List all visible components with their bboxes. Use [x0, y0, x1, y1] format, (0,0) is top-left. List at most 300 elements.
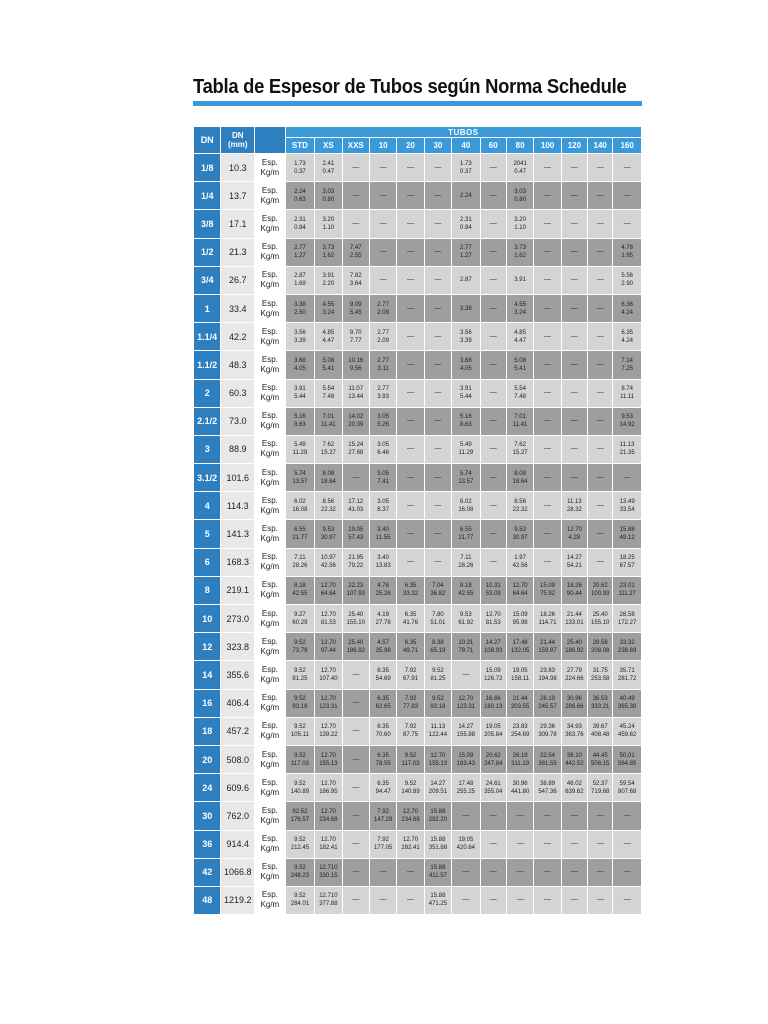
- value-cell: [452, 492, 480, 520]
- value-cell: [315, 379, 342, 407]
- thickness-value: 2.87: [294, 273, 306, 280]
- value-cell: [424, 576, 451, 604]
- value-cell: [342, 492, 369, 520]
- weight-value: 255.25: [456, 788, 476, 795]
- weight-value: 95.98: [512, 619, 528, 626]
- empty-cell: —: [480, 294, 506, 322]
- table-row: [194, 858, 642, 886]
- value-cell: [342, 407, 369, 435]
- weight-value: 186.95: [319, 788, 338, 795]
- weight-value: 7.77: [349, 337, 362, 344]
- weight-value: 224.66: [565, 675, 584, 682]
- mm-cell: 457.2: [221, 717, 255, 745]
- thickness-value: 9.70: [349, 329, 362, 336]
- weight-value: 51.01: [430, 619, 446, 626]
- thickness-value: 7.82: [349, 273, 362, 280]
- table-row: [194, 802, 642, 830]
- weight-value: 5.41: [514, 365, 526, 372]
- weight-value: 284.01: [290, 901, 310, 908]
- value-cell: [452, 745, 480, 773]
- mm-cell: 355.6: [221, 661, 255, 689]
- value-cell: [613, 633, 642, 661]
- empty-cell: —: [342, 830, 369, 858]
- empty-cell: —: [613, 210, 642, 238]
- thickness-value: 25.40: [348, 639, 364, 646]
- dn-cell: 20: [194, 745, 221, 773]
- empty-cell: —: [534, 294, 561, 322]
- weight-value: 212.45: [290, 845, 310, 852]
- weight-value: 97.44: [320, 647, 336, 654]
- value-cell: [315, 717, 342, 745]
- value-cell: [285, 154, 315, 182]
- value-cell: [452, 407, 480, 435]
- weight-value: 248.23: [290, 873, 310, 880]
- empty-cell: —: [397, 210, 424, 238]
- value-cell: [506, 323, 533, 351]
- header-dn: DN: [194, 127, 221, 154]
- value-cell: [613, 238, 642, 266]
- thickness-value: 6.35: [404, 583, 417, 590]
- value-cell: [613, 407, 642, 435]
- weight-value: 253.58: [591, 675, 610, 682]
- thickness-value: 3.73: [514, 245, 526, 252]
- thickness-value: 7.11: [460, 555, 472, 562]
- value-cell: [397, 802, 424, 830]
- header-dn-mm: DN (mm): [221, 127, 255, 154]
- empty-cell: —: [561, 294, 587, 322]
- weight-value: 54.21: [566, 563, 582, 570]
- thickness-value: 17.12: [348, 498, 364, 505]
- table-row: [194, 492, 642, 520]
- value-cell: [369, 605, 396, 633]
- mm-cell: 219.1: [221, 576, 255, 604]
- thickness-value: 9.52: [432, 667, 444, 674]
- thickness-value: 6.02: [294, 498, 306, 505]
- empty-cell: —: [588, 210, 613, 238]
- row-label: Esp.: [261, 749, 278, 759]
- thickness-value: 11.13: [619, 442, 635, 449]
- mm-cell: 26.7: [221, 266, 255, 294]
- value-cell: [315, 266, 342, 294]
- thickness-value: 22.23: [348, 583, 364, 590]
- value-cell: [285, 379, 315, 407]
- value-cell: [315, 633, 342, 661]
- empty-cell: —: [561, 407, 587, 435]
- weight-value: 140.89: [290, 788, 310, 795]
- thickness-value: 15.09: [458, 752, 474, 759]
- dn-cell: 2: [194, 379, 221, 407]
- weight-value: 22.32: [512, 506, 528, 513]
- mm-cell: 609.6: [221, 774, 255, 802]
- thickness-value: 15.88: [430, 865, 446, 872]
- row-label: Esp.: [261, 298, 278, 308]
- thickness-value: 2.77: [377, 386, 389, 393]
- weight-value: 238.69: [617, 647, 637, 654]
- thickness-value: 30.96: [566, 696, 582, 703]
- table-row: [194, 689, 642, 717]
- value-cell: [480, 717, 506, 745]
- thickness-value: 12.70: [403, 837, 419, 844]
- weight-value: 2.09: [377, 337, 389, 344]
- weight-value: 22.32: [320, 506, 336, 513]
- value-cell: [506, 351, 533, 379]
- value-cell: [506, 520, 533, 548]
- value-cell: [369, 435, 396, 463]
- value-cell: [424, 858, 451, 886]
- dn-cell: 3/4: [194, 266, 221, 294]
- value-cell: [424, 661, 451, 689]
- thickness-value: 35.71: [619, 667, 635, 674]
- thickness-value: 31.75: [592, 667, 608, 674]
- weight-value: 81.25: [430, 675, 446, 682]
- weight-value: 107.93: [346, 591, 365, 598]
- value-cell: [285, 605, 315, 633]
- row-label: Esp.: [261, 552, 278, 562]
- empty-cell: —: [342, 689, 369, 717]
- value-cell: [561, 661, 587, 689]
- row-label: Esp.: [261, 439, 278, 449]
- value-cell: [424, 689, 451, 717]
- value-cell: [480, 774, 506, 802]
- empty-cell: —: [588, 323, 613, 351]
- weight-value: 245.57: [538, 704, 557, 711]
- empty-cell: —: [424, 520, 451, 548]
- empty-cell: —: [588, 802, 613, 830]
- weight-value: 42.55: [458, 591, 474, 598]
- empty-cell: —: [534, 886, 561, 914]
- table-row: [194, 548, 642, 576]
- weight-value: 719.68: [591, 788, 610, 795]
- thickness-value: 4.78: [377, 583, 389, 590]
- weight-value: 30.97: [320, 535, 336, 542]
- schedule-table: [193, 126, 642, 915]
- weight-value: 1.69: [294, 281, 306, 288]
- thickness-value: 14.27: [485, 639, 501, 646]
- weight-value: 247.84: [484, 760, 503, 767]
- thickness-value: 18.25: [619, 555, 635, 562]
- value-cell: [613, 689, 642, 717]
- thickness-value: 15.09: [540, 583, 556, 590]
- empty-cell: —: [480, 407, 506, 435]
- weight-value: 209.51: [428, 788, 448, 795]
- thickness-value: 2.31: [294, 216, 306, 223]
- thickness-value: 11.13: [567, 498, 582, 505]
- row-label: Esp.: [261, 608, 278, 618]
- thickness-value: 34.93: [566, 724, 582, 731]
- value-cell: [588, 576, 613, 604]
- empty-cell: —: [588, 886, 613, 914]
- value-cell: [480, 633, 506, 661]
- weight-value: 27.68: [348, 450, 364, 457]
- row-label-cell: [255, 492, 286, 520]
- value-cell: [369, 407, 396, 435]
- empty-cell: —: [588, 294, 613, 322]
- row-label: Esp.: [261, 664, 278, 674]
- value-cell: [480, 661, 506, 689]
- value-cell: [285, 830, 315, 858]
- empty-cell: —: [424, 266, 451, 294]
- thickness-value: 7.62: [322, 442, 335, 449]
- empty-cell: —: [561, 238, 587, 266]
- thickness-value: 15.88: [430, 837, 446, 844]
- weight-value: 35.98: [375, 647, 391, 654]
- value-cell: [561, 633, 587, 661]
- value-cell: [424, 745, 451, 773]
- table-row: [194, 661, 642, 689]
- weight-value: 77.83: [403, 704, 419, 711]
- empty-cell: —: [588, 154, 613, 182]
- weight-value: 79.71: [458, 647, 474, 654]
- empty-cell: —: [613, 154, 642, 182]
- empty-cell: —: [588, 351, 613, 379]
- value-cell: [452, 689, 480, 717]
- row-label: Esp.: [261, 354, 278, 364]
- value-cell: [315, 294, 342, 322]
- value-cell: [424, 830, 451, 858]
- empty-cell: —: [534, 802, 561, 830]
- thickness-value: 12.70: [320, 808, 336, 815]
- weight-value: 2.09: [377, 309, 389, 316]
- weight-value: 155.13: [428, 760, 448, 767]
- thickness-value: 15.88: [430, 893, 446, 900]
- weight-value: 1.95: [621, 253, 634, 260]
- weight-value: 132.05: [510, 647, 530, 654]
- value-cell: [285, 294, 315, 322]
- empty-cell: —: [534, 830, 561, 858]
- empty-cell: —: [480, 323, 506, 351]
- row-label: Kg/m: [260, 308, 280, 318]
- thickness-value: 9.52: [294, 752, 306, 759]
- dn-cell: 1.1/4: [194, 323, 221, 351]
- value-cell: [315, 492, 342, 520]
- thickness-value: 4.55: [322, 301, 335, 308]
- value-cell: [342, 520, 369, 548]
- weight-value: 2.20: [322, 281, 335, 288]
- thickness-value: 6.36: [621, 301, 634, 308]
- dn-cell: 1: [194, 294, 221, 322]
- row-label: Kg/m: [260, 872, 280, 882]
- value-cell: [315, 407, 342, 435]
- empty-cell: —: [424, 210, 451, 238]
- weight-value: 333.21: [591, 704, 610, 711]
- empty-cell: —: [534, 154, 561, 182]
- weight-value: 54.69: [375, 675, 391, 682]
- thickness-value: 6.02: [460, 498, 472, 505]
- thickness-value: 7.01: [514, 414, 526, 421]
- weight-value: 21.77: [292, 535, 308, 542]
- value-cell: [285, 238, 315, 266]
- empty-cell: —: [588, 520, 613, 548]
- thickness-value: 12.70: [485, 611, 501, 618]
- mm-cell: 88.9: [221, 435, 255, 463]
- thickness-value: 12.70: [320, 837, 336, 844]
- row-label-cell: [255, 323, 286, 351]
- thickness-value: 3.38: [294, 301, 306, 308]
- thickness-value: 12.70: [320, 583, 336, 590]
- weight-value: 1.27: [460, 253, 472, 260]
- weight-value: 281.72: [617, 675, 637, 682]
- header-schedule: 20: [397, 138, 424, 154]
- thickness-value: 3.56: [294, 329, 306, 336]
- thickness-value: 5.08: [322, 357, 335, 364]
- row-label: Kg/m: [260, 759, 280, 769]
- dn-cell: 42: [194, 858, 221, 886]
- weight-value: 442.52: [565, 760, 584, 767]
- weight-value: 564.85: [617, 760, 637, 767]
- empty-cell: —: [424, 407, 451, 435]
- empty-cell: —: [369, 210, 396, 238]
- value-cell: [561, 774, 587, 802]
- row-label-cell: [255, 886, 286, 914]
- thickness-value: 26.19: [540, 696, 556, 703]
- weight-value: 64.64: [320, 591, 336, 598]
- value-cell: [506, 266, 533, 294]
- value-cell: [285, 407, 315, 435]
- weight-value: 93.18: [292, 704, 308, 711]
- value-cell: [285, 689, 315, 717]
- thickness-value: 9.53: [322, 527, 335, 534]
- value-cell: [397, 605, 424, 633]
- value-cell: [480, 745, 506, 773]
- table-row: [194, 605, 642, 633]
- value-cell: [613, 435, 642, 463]
- weight-value: 61.92: [458, 619, 474, 626]
- thickness-value: 5.08: [514, 357, 526, 364]
- empty-cell: —: [452, 661, 480, 689]
- thickness-value: 8.74: [621, 386, 634, 393]
- weight-value: 4.28: [568, 535, 581, 542]
- thickness-value: 6.35: [377, 667, 389, 674]
- value-cell: [315, 182, 342, 210]
- weight-value: 0.84: [294, 224, 306, 231]
- weight-value: 49.71: [403, 647, 419, 654]
- empty-cell: —: [588, 464, 613, 492]
- value-cell: [452, 154, 480, 182]
- value-cell: [315, 210, 342, 238]
- empty-cell: —: [588, 266, 613, 294]
- thickness-value: 4.85: [514, 329, 526, 336]
- value-cell: [285, 548, 315, 576]
- thickness-value: 12.710: [319, 865, 338, 872]
- thickness-value: 3.05: [377, 498, 389, 505]
- empty-cell: —: [369, 266, 396, 294]
- empty-cell: —: [397, 548, 424, 576]
- thickness-value: 28.58: [619, 611, 635, 618]
- weight-value: 11.55: [375, 535, 391, 542]
- thickness-value: 44.45: [592, 752, 608, 759]
- value-cell: [397, 689, 424, 717]
- thickness-value: 17.48: [458, 780, 474, 787]
- weight-value: 3.11: [377, 365, 389, 372]
- empty-cell: —: [424, 294, 451, 322]
- value-cell: [315, 830, 342, 858]
- weight-value: 0.63: [294, 196, 306, 203]
- thickness-value: 6.35: [404, 611, 417, 618]
- thickness-value: 5.74: [460, 470, 472, 477]
- value-cell: [315, 661, 342, 689]
- thickness-value: 3.05: [377, 414, 389, 421]
- row-label: Esp.: [261, 721, 278, 731]
- empty-cell: —: [397, 407, 424, 435]
- thickness-value: 12.70: [403, 808, 419, 815]
- mm-cell: 60.3: [221, 379, 255, 407]
- thickness-value: 15.09: [512, 611, 528, 618]
- weight-value: 28.26: [458, 563, 474, 570]
- page-title: Tabla de Espesor de Tubos según Norma Schedule: [193, 76, 627, 98]
- weight-value: 15.27: [512, 450, 528, 457]
- thickness-value: 2.24: [460, 192, 472, 199]
- weight-value: 42.56: [320, 563, 336, 570]
- empty-cell: —: [452, 802, 480, 830]
- value-cell: [588, 717, 613, 745]
- table-row: [194, 717, 642, 745]
- weight-value: 309.78: [538, 732, 557, 739]
- weight-value: 4.47: [322, 337, 335, 344]
- value-cell: [561, 605, 587, 633]
- value-cell: [369, 323, 396, 351]
- value-cell: [342, 294, 369, 322]
- value-cell: [342, 323, 369, 351]
- value-cell: [342, 576, 369, 604]
- empty-cell: —: [588, 435, 613, 463]
- header-schedule: STD: [285, 138, 315, 154]
- thickness-value: 17.48: [512, 639, 528, 646]
- weight-value: 1.10: [322, 224, 335, 231]
- row-label: Kg/m: [260, 815, 280, 825]
- empty-cell: —: [613, 802, 642, 830]
- thickness-value: 6.35: [377, 752, 389, 759]
- value-cell: [506, 435, 533, 463]
- row-label: Kg/m: [260, 787, 280, 797]
- empty-cell: —: [534, 266, 561, 294]
- weight-value: 65.19: [430, 647, 446, 654]
- value-cell: [369, 633, 396, 661]
- weight-value: 11.41: [512, 422, 528, 429]
- value-cell: [506, 548, 533, 576]
- value-cell: [506, 661, 533, 689]
- thickness-value: 12.70: [430, 752, 446, 759]
- thickness-value: 9.52: [294, 893, 306, 900]
- empty-cell: —: [534, 351, 561, 379]
- value-cell: [285, 520, 315, 548]
- value-cell: [506, 689, 533, 717]
- weight-value: 81.53: [320, 619, 336, 626]
- thickness-value: 7.92: [377, 837, 389, 844]
- weight-value: 7.48: [322, 394, 335, 401]
- thickness-value: 26.19: [512, 752, 528, 759]
- thickness-value: 9.53: [514, 527, 526, 534]
- value-cell: [506, 154, 533, 182]
- thickness-value: 4.57: [377, 639, 389, 646]
- weight-value: 330.15: [319, 873, 338, 880]
- row-label-cell: [255, 379, 286, 407]
- value-cell: [613, 576, 642, 604]
- row-label: Kg/m: [260, 477, 280, 487]
- empty-cell: —: [342, 774, 369, 802]
- empty-cell: —: [561, 266, 587, 294]
- value-cell: [506, 379, 533, 407]
- row-label-cell: [255, 576, 286, 604]
- value-cell: [506, 407, 533, 435]
- weight-value: 420.64: [456, 845, 476, 852]
- empty-cell: —: [613, 830, 642, 858]
- row-label-cell: [255, 464, 286, 492]
- weight-value: 363.76: [565, 732, 584, 739]
- empty-cell: —: [397, 520, 424, 548]
- row-label: Kg/m: [260, 280, 280, 290]
- empty-cell: —: [480, 464, 506, 492]
- empty-cell: —: [342, 858, 369, 886]
